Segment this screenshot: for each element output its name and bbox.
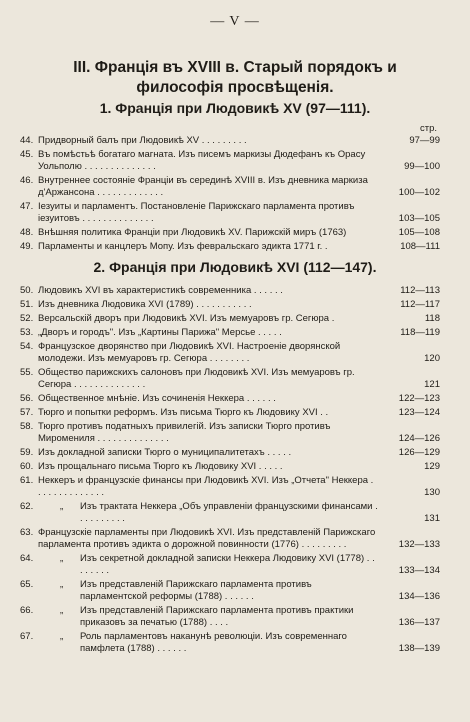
entry-number: 44. xyxy=(20,135,34,146)
entry-number: 67. xyxy=(20,631,34,642)
toc-section-1 xyxy=(20,135,440,255)
toc-entry xyxy=(20,367,440,391)
entry-number: 45. xyxy=(20,149,34,160)
entry-number: 63. xyxy=(20,527,34,538)
entry-page: 103—105 xyxy=(398,213,440,224)
entry-title: Тюрго противъ податныхъ привилегій. Изъ записки Тюрго противъ Миромениля . . . . . . . . . . . . . . xyxy=(38,421,331,444)
toc-entry xyxy=(20,201,440,225)
entry-number: 52. xyxy=(20,313,34,324)
toc-entry xyxy=(20,341,440,365)
toc-entry xyxy=(20,407,440,419)
entry-page: 120 xyxy=(424,353,440,364)
toc-entry xyxy=(20,135,440,147)
ditto-mark: „ xyxy=(60,579,64,590)
entry-page: 133—134 xyxy=(398,565,440,576)
entry-title: Изъ представленій Парижскаго парламента противъ практики приказовъ за печатью (1788) . . . . xyxy=(80,605,354,628)
section-title-1: 1. Франція при Людовикѣ XV (97—111). xyxy=(99,100,371,116)
entry-title: Изъ представленій Парижскаго парламента противъ парламентской реформы (1788) . . . . . . xyxy=(80,579,312,602)
entry-title: Версальскій дворъ при Людовикѣ XVI. Изъ мемуаровъ гр. Сегюра . xyxy=(38,313,335,324)
entry-number: 48. xyxy=(20,227,34,238)
entry-title: Внѣшняя политика Франціи при Людовикѣ XV. Парижскій миръ (1763) xyxy=(38,227,347,238)
entry-title: Изъ секретной докладной записки Неккера Людовику XVI (1778) . . . . . . . . xyxy=(80,553,375,576)
entry-page: 130 xyxy=(424,487,440,498)
entry-number: 61. xyxy=(20,475,34,486)
toc-entry xyxy=(20,475,440,499)
toc-entry xyxy=(20,285,440,297)
entry-number: 64. xyxy=(20,553,34,564)
page-number: — V — xyxy=(210,14,260,29)
toc-entry xyxy=(20,501,440,525)
toc-entry xyxy=(20,227,440,239)
entry-title: Внутреннее состояніе Франціи въ серединѣ XVIII в. Изъ дневника маркиза д'Аржансона . . . . . . . . . . . . . xyxy=(38,175,368,198)
entry-number: 53. xyxy=(20,327,34,338)
entry-title: Изъ прощальнаго письма Тюрго къ Людовику XVI . . . . . xyxy=(38,461,283,472)
entry-page: 134—136 xyxy=(398,591,440,602)
toc-entry xyxy=(20,527,440,551)
entry-number: 51. xyxy=(20,299,34,310)
entry-title: Изъ трактата Неккера „Объ управленіи французскими финансами . . . . . . . . . . xyxy=(80,501,378,524)
entry-page: 131 xyxy=(424,513,440,524)
ditto-mark: „ xyxy=(60,631,64,642)
entry-title: Французскіе парламенты при Людовикѣ XVI. Изъ представленій Парижскаго парламента противъ эдикта о дорожной повинности (1776) . . . . . . . . . xyxy=(38,527,376,550)
entry-number: 49. xyxy=(20,241,34,252)
toc-entry xyxy=(20,605,440,629)
entry-title: Изъ дневника Людовика XVI (1789) . . . . . . . . . . . xyxy=(38,299,252,310)
entry-page: 129 xyxy=(424,461,440,472)
entry-page: 121 xyxy=(424,379,440,390)
entry-page: 99—100 xyxy=(404,161,440,172)
entry-title: Изъ докладной записки Тюрго о муниципалитетахъ . . . . . xyxy=(38,447,292,458)
toc-entry xyxy=(20,393,440,405)
toc-entry xyxy=(20,579,440,603)
entry-title: Общественное мнѣніе. Изъ сочиненія Неккера . . . . . . xyxy=(38,393,276,404)
entry-page: 136—137 xyxy=(398,617,440,628)
entry-page: 112—117 xyxy=(400,299,440,310)
entry-page: 105—108 xyxy=(398,227,440,238)
toc-entry xyxy=(20,421,440,445)
toc-entry xyxy=(20,299,440,311)
entry-number: 54. xyxy=(20,341,34,352)
toc-entry xyxy=(20,241,440,253)
entry-page: 118—119 xyxy=(400,327,440,338)
entry-page: 124—126 xyxy=(398,433,440,444)
chapter-title: III. Франція въ XVIII в. Старый порядокъ и философія просвѣщенія. xyxy=(73,59,397,96)
toc-entry xyxy=(20,313,440,325)
entry-title: Придворный балъ при Людовикѣ XV . . . . . . . . . xyxy=(38,135,247,146)
toc-section-2 xyxy=(20,285,440,657)
entry-page: 132—133 xyxy=(398,539,440,550)
entry-title: „Дворъ и городъ". Изъ „Картины Парижа" Мерсье . . . . . xyxy=(38,327,282,338)
entry-title: Людовикъ XVI въ характеристикѣ современника . . . . . . xyxy=(38,285,283,296)
entry-number: 55. xyxy=(20,367,34,378)
entry-number: 62. xyxy=(20,501,34,512)
toc-entry xyxy=(20,553,440,577)
page-column-header: стр. xyxy=(419,123,437,134)
entry-title: Тюрго и попытки реформъ. Изъ письма Тюрго къ Людовику XVI . . xyxy=(38,407,329,418)
entry-number: 66. xyxy=(20,605,34,616)
ditto-mark: „ xyxy=(60,605,64,616)
entry-number: 59. xyxy=(20,447,34,458)
entry-title: Французское дворянство при Людовикѣ XVI. Настроеніе дворянской молодежи. Изъ мемуаровъ гр. Сегюра . . . . . . . . xyxy=(38,341,341,364)
ditto-mark: „ xyxy=(60,553,64,564)
entry-page: 122—123 xyxy=(398,393,440,404)
entry-number: 65. xyxy=(20,579,34,590)
entry-number: 47. xyxy=(20,201,34,212)
ditto-mark: „ xyxy=(60,501,64,512)
entry-page: 108—111 xyxy=(400,241,440,252)
entry-number: 60. xyxy=(20,461,34,472)
entry-title: Іезуиты и парламентъ. Постановленіе Парижскаго парламента противъ іезуитовъ . . . . . . . . . . . . . . xyxy=(38,201,355,224)
entry-page: 126—129 xyxy=(398,447,440,458)
entry-title: Въ помѣстьѣ богатаго магната. Изъ писемъ маркизы Дюдефанъ къ Орасу Уольполю . . . . . . . . . . . . . . xyxy=(38,149,366,172)
entry-number: 50. xyxy=(20,285,34,296)
toc-entry xyxy=(20,175,440,199)
toc-entry xyxy=(20,631,440,655)
entry-title: Роль парламентовъ наканунѣ революціи. Изъ современнаго памфлета (1788) . . . . . . xyxy=(80,631,347,654)
entry-title: Неккеръ и французскіе финансы при Людовикѣ XVI. Изъ „Отчета" Неккера . . . . . . . . . . . . . . xyxy=(38,475,374,498)
toc-entry xyxy=(20,461,440,473)
entry-page: 112—113 xyxy=(400,285,440,296)
entry-page: 97—99 xyxy=(409,135,440,146)
toc-entry xyxy=(20,149,440,173)
entry-title: Общество парижскихъ салоновъ при Людовикѣ XVI. Изъ мемуаровъ гр. Сегюра . . . . . . . . . . . . . . xyxy=(38,367,355,390)
entry-page: 123—124 xyxy=(398,407,440,418)
toc-entry xyxy=(20,447,440,459)
entry-page: 100—102 xyxy=(398,187,440,198)
entry-number: 58. xyxy=(20,421,34,432)
entry-page: 138—139 xyxy=(398,643,440,654)
entry-number: 57. xyxy=(20,407,34,418)
toc-entry xyxy=(20,327,440,339)
entry-page: 118 xyxy=(424,313,440,324)
entry-title: Парламенты и канцлеръ Мопу. Изъ февральскаго эдикта 1771 г. . xyxy=(38,241,328,252)
entry-number: 56. xyxy=(20,393,34,404)
section-title-2: 2. Франція при Людовикѣ XVI (112—147). xyxy=(93,259,377,275)
entry-number: 46. xyxy=(20,175,34,186)
